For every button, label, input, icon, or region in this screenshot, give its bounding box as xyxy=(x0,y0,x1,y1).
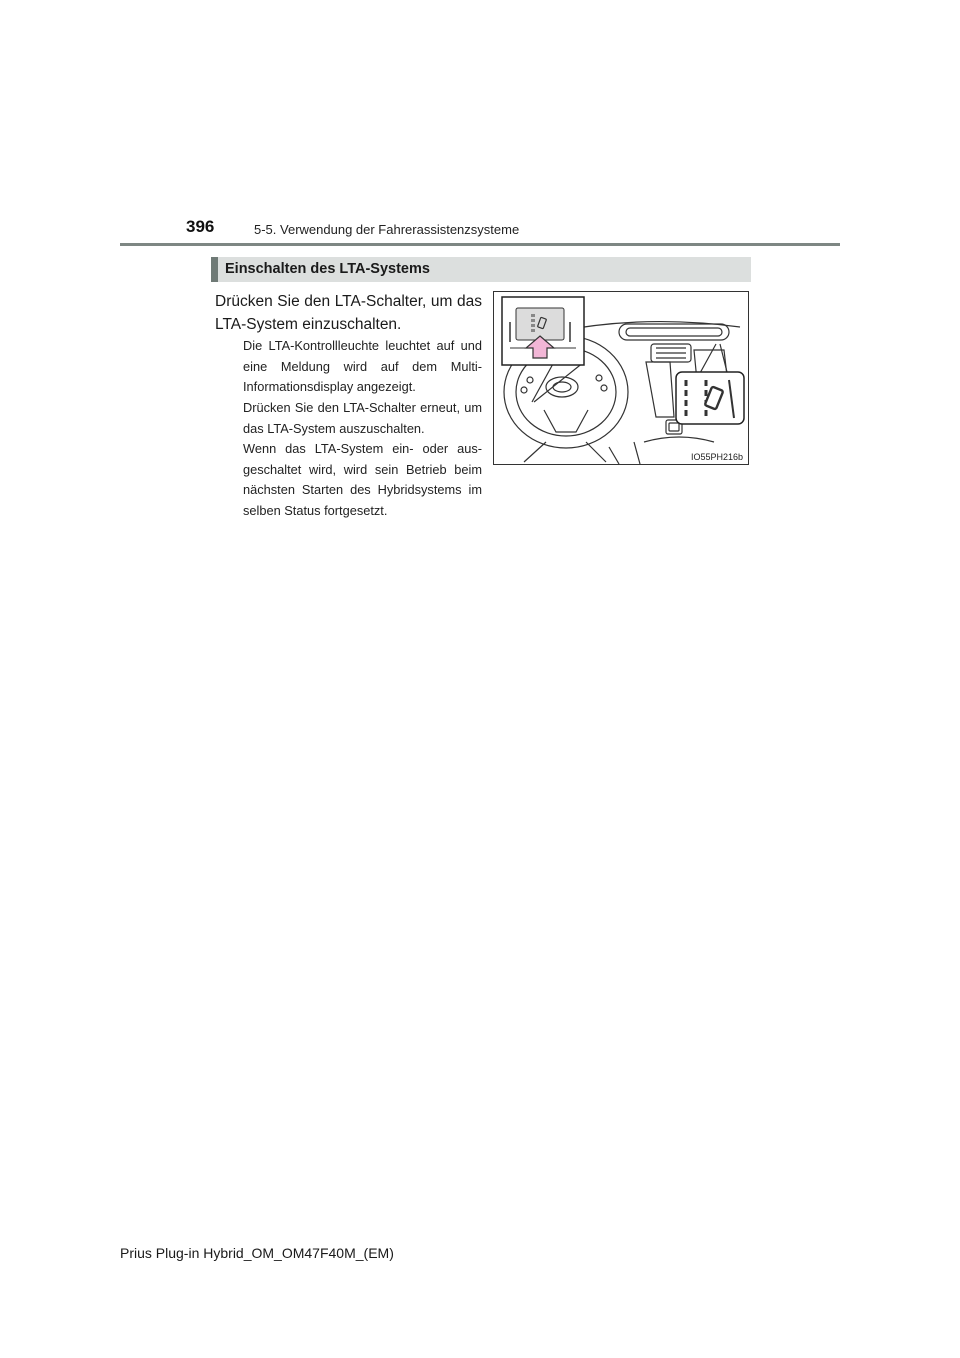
figure-code: IO55PH216b xyxy=(690,452,743,462)
dashboard-illustration xyxy=(493,291,749,465)
lta-indicator-callout xyxy=(676,344,744,424)
header-rule xyxy=(120,243,840,246)
section-heading-bar xyxy=(211,257,751,282)
heading-accent xyxy=(211,257,218,282)
note-indicator: Die LTA-Kontrollleuchte leuchtet auf und eine Meldung wird auf dem Multi-Informationsdisplay angezeigt. xyxy=(243,338,482,394)
page-number: 396 xyxy=(186,217,215,236)
meter-display xyxy=(626,328,722,336)
footer-model: Prius Plug-in Hybrid_OM_OM47F40M_(EM) xyxy=(120,1245,394,1261)
dashboard-drawing xyxy=(494,292,748,464)
lta-switch-callout xyxy=(502,297,584,402)
meter-hood xyxy=(619,324,729,340)
main-step-text: Drücken Sie den LTA-Schalter, um das LTA-System einzuschalten. xyxy=(215,293,482,333)
section-title: 5-5. Verwendung der Fahrerassistenzsysteme xyxy=(254,222,520,237)
section-heading: Einschalten des LTA-Systems xyxy=(225,261,430,277)
note-status-memory: Wenn das LTA-System ein- oder aus-geschaltet wird, wird sein Betrieb beim nächsten Starten des Hybridsystems im selben Status fortgesetzt. xyxy=(243,441,482,518)
center-display-left xyxy=(646,362,674,417)
note-switch-off: Drücken Sie den LTA-Schalter erneut, um das LTA-System auszuschalten. xyxy=(243,400,482,436)
